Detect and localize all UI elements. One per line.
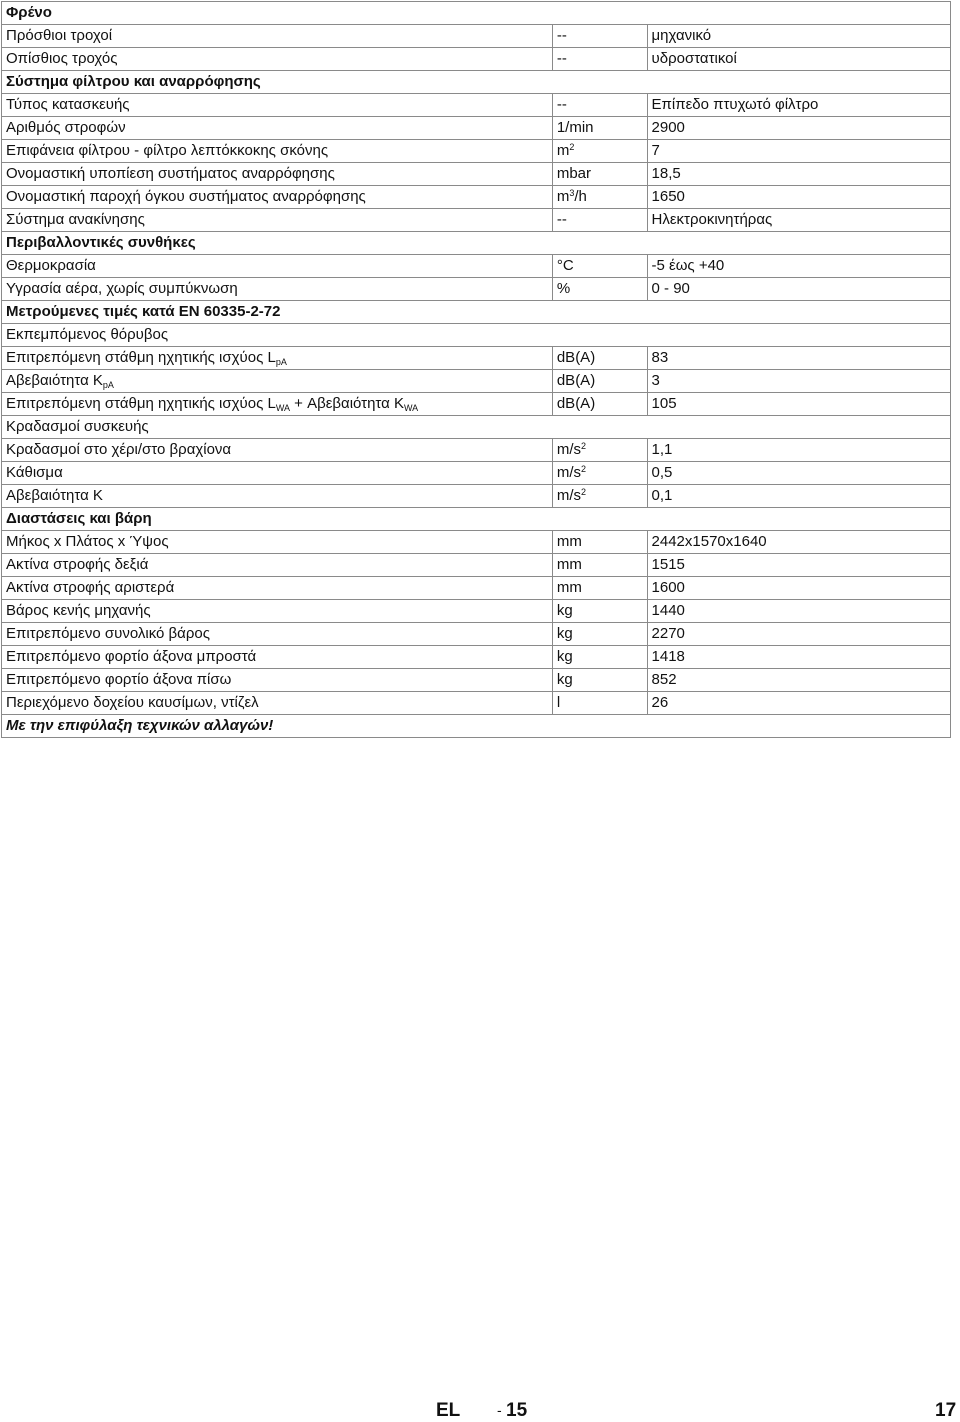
spec-value: 18,5: [651, 165, 681, 182]
spec-label: Ακτίνα στροφής δεξιά: [6, 556, 149, 573]
spec-unit: m: [556, 188, 570, 205]
spec-unit: mbar: [556, 165, 592, 182]
spec-label: Επιτρεπόμενη στάθμη ηχητικής ισχύος L: [6, 395, 276, 412]
spec-value-cell: [647, 163, 950, 186]
spec-value: 105: [651, 395, 677, 412]
subsection-heading-cell: [2, 324, 951, 347]
spec-unit: mm: [556, 533, 582, 550]
spec-label: Τύπος κατασκευής: [6, 96, 130, 113]
spec-value: 1440: [651, 602, 685, 619]
spec-value-cell: [647, 117, 950, 140]
spec-unit: kg: [556, 602, 573, 619]
spec-value-cell: [647, 25, 950, 48]
spec-label: Βάρος κενής μηχανής: [6, 602, 151, 619]
spec-unit: --: [556, 50, 567, 67]
spec-label-cell: [2, 278, 553, 301]
subsection-heading: Εκπεμπόμενος θόρυβος: [6, 326, 169, 343]
spec-label-cell: [2, 140, 553, 163]
spec-value: 0 - 90: [651, 280, 690, 297]
spec-value-cell: [647, 209, 950, 232]
spec-label-cell: [2, 163, 553, 186]
spec-label-cell: [2, 25, 553, 48]
spec-label: Αριθμός στροφών: [6, 119, 126, 136]
spec-value-cell: [647, 94, 950, 117]
section-heading-cell: [2, 2, 951, 25]
spec-unit-cell: [552, 577, 647, 600]
spec-unit-cell: [552, 140, 647, 163]
table-row: [2, 2, 951, 25]
spec-label-cell: [2, 370, 553, 393]
spec-unit: dB(A): [556, 372, 596, 389]
spec-unit-exponent: 2: [581, 441, 587, 451]
spec-label: Αβεβαιότητα K: [6, 372, 103, 389]
table-row: [2, 186, 951, 209]
spec-unit: dB(A): [556, 395, 596, 412]
spec-unit-cell: [552, 186, 647, 209]
spec-unit: 1/min: [556, 119, 594, 136]
section-heading: Σύστημα φίλτρου και αναρρόφησης: [6, 73, 261, 90]
spec-label: Επιφάνεια φίλτρου - φίλτρο λεπτόκκοκης σκόνης: [6, 142, 329, 159]
spec-value: μηχανικό: [651, 27, 712, 44]
spec-unit-cell: [552, 600, 647, 623]
spec-label-subscript: WA: [275, 403, 290, 413]
spec-value: Ηλεκτροκινητήρας: [651, 211, 773, 228]
spec-unit: m: [556, 142, 570, 159]
spec-unit-cell: [552, 370, 647, 393]
table-row: [2, 255, 951, 278]
spec-unit: kg: [556, 671, 573, 688]
spec-unit-cell: [552, 646, 647, 669]
spec-unit: m/s: [556, 441, 582, 458]
section-heading: Διαστάσεις και βάρη: [6, 510, 152, 527]
spec-value-cell: [647, 140, 950, 163]
spec-unit-suffix: /h: [574, 188, 587, 205]
spec-unit-cell: [552, 48, 647, 71]
spec-value: -5 έως +40: [651, 257, 725, 274]
spec-label-continuation: + Αβεβαιότητα K: [289, 395, 404, 412]
spec-value-cell: [647, 255, 950, 278]
spec-value: Επίπεδο πτυχωτό φίλτρο: [651, 96, 819, 113]
spec-label-cell: [2, 600, 553, 623]
table-row: [2, 71, 951, 94]
spec-unit: --: [556, 27, 567, 44]
spec-unit: --: [556, 96, 567, 113]
spec-unit-exponent: 3: [569, 188, 575, 198]
spec-unit-exponent: 2: [581, 464, 587, 474]
table-row: [2, 117, 951, 140]
spec-label-cell: [2, 669, 553, 692]
table-row: [2, 485, 951, 508]
spec-value-cell: [647, 485, 950, 508]
spec-value: 2900: [651, 119, 685, 136]
spec-unit-cell: [552, 462, 647, 485]
spec-label-cell: [2, 94, 553, 117]
spec-value-cell: [647, 347, 950, 370]
spec-unit-cell: [552, 439, 647, 462]
table-row: [2, 462, 951, 485]
table-row: [2, 554, 951, 577]
table-row: [2, 669, 951, 692]
technical-changes-note-cell: [2, 715, 951, 738]
spec-unit-cell: [552, 554, 647, 577]
spec-value-cell: [647, 462, 950, 485]
table-row: [2, 715, 951, 738]
spec-value: 7: [651, 142, 660, 159]
spec-unit: kg: [556, 625, 573, 642]
spec-value-cell: [647, 186, 950, 209]
table-row: [2, 209, 951, 232]
table-row: [2, 646, 951, 669]
spec-label-cell: [2, 554, 553, 577]
table-row: [2, 370, 951, 393]
spec-label-cell: [2, 462, 553, 485]
spec-label-cell: [2, 48, 553, 71]
table-row: [2, 232, 951, 255]
section-heading-cell: [2, 508, 951, 531]
spec-label: Πρόσθιοι τροχοί: [6, 27, 113, 44]
spec-unit-cell: [552, 347, 647, 370]
spec-unit-cell: [552, 278, 647, 301]
spec-label: Επιτρεπόμενη στάθμη ηχητικής ισχύος L: [6, 349, 276, 366]
spec-value: 1515: [651, 556, 685, 573]
section-heading: Περιβαλλοντικές συνθήκες: [6, 234, 196, 251]
section-heading-cell: [2, 301, 951, 324]
spec-unit-cell: [552, 94, 647, 117]
table-row: [2, 416, 951, 439]
spec-unit: kg: [556, 648, 573, 665]
footer-language-code: EL: [436, 1400, 461, 1421]
spec-unit-exponent: 2: [581, 487, 587, 497]
spec-label-cell: [2, 209, 553, 232]
spec-value-cell: [647, 623, 950, 646]
spec-unit-cell: [552, 25, 647, 48]
spec-value: 2270: [651, 625, 685, 642]
spec-label: Θερμοκρασία: [6, 257, 96, 274]
spec-label-cell: [2, 439, 553, 462]
spec-value-cell: [647, 48, 950, 71]
spec-label-cell: [2, 255, 553, 278]
spec-label: Επιτρεπόμενο φορτίο άξονα πίσω: [6, 671, 232, 688]
spec-value-cell: [647, 554, 950, 577]
table-row: [2, 692, 951, 715]
table-row: [2, 48, 951, 71]
table-row: [2, 140, 951, 163]
spec-unit-cell: [552, 669, 647, 692]
spec-value-cell: [647, 278, 950, 301]
table-row: [2, 278, 951, 301]
spec-label-cell: [2, 577, 553, 600]
spec-value: υδροστατικοί: [651, 50, 737, 67]
spec-label: Υγρασία αέρα, χωρίς συμπύκνωση: [6, 280, 238, 297]
table-row: [2, 600, 951, 623]
spec-unit: %: [556, 280, 571, 297]
spec-label-cell: [2, 393, 553, 416]
spec-value-cell: [647, 531, 950, 554]
spec-label-subscript: pA: [102, 380, 114, 390]
spec-label-cell: [2, 692, 553, 715]
spec-label-cell: [2, 117, 553, 140]
spec-label: Επιτρεπόμενο συνολικό βάρος: [6, 625, 210, 642]
spec-label-subscript: pA: [275, 357, 287, 367]
footer-total-pages: 17: [935, 1400, 957, 1421]
table-row: [2, 623, 951, 646]
spec-label-cell: [2, 485, 553, 508]
table-row: [2, 577, 951, 600]
spec-unit-cell: [552, 485, 647, 508]
spec-unit-cell: [552, 531, 647, 554]
spec-value-cell: [647, 370, 950, 393]
table-row: [2, 25, 951, 48]
spec-label: Κάθισμα: [6, 464, 63, 481]
spec-unit: l: [556, 694, 561, 711]
spec-value-cell: [647, 439, 950, 462]
spec-value: 3: [651, 372, 660, 389]
spec-label: Ονομαστική παροχή όγκου συστήματος αναρρόφησης: [6, 188, 366, 205]
spec-value: 83: [651, 349, 669, 366]
spec-value-cell: [647, 577, 950, 600]
spec-unit-cell: [552, 117, 647, 140]
spec-unit-cell: [552, 163, 647, 186]
spec-value-cell: [647, 393, 950, 416]
spec-label: Ακτίνα στροφής αριστερά: [6, 579, 175, 596]
table-row: [2, 301, 951, 324]
spec-unit-cell: [552, 209, 647, 232]
spec-unit-cell: [552, 623, 647, 646]
section-heading-cell: [2, 71, 951, 94]
spec-label: Επιτρεπόμενο φορτίο άξονα μπροστά: [6, 648, 257, 665]
spec-table-body: [2, 2, 951, 738]
spec-value: 852: [651, 671, 677, 688]
spec-unit: mm: [556, 556, 582, 573]
spec-unit-cell: [552, 692, 647, 715]
spec-value: 26: [651, 694, 669, 711]
spec-unit: mm: [556, 579, 582, 596]
section-heading: Μετρούμενες τιμές κατά EN 60335-2-72: [6, 303, 281, 320]
spec-unit-cell: [552, 255, 647, 278]
table-row: [2, 347, 951, 370]
table-row: [2, 393, 951, 416]
table-row: [2, 324, 951, 347]
subsection-heading-cell: [2, 416, 951, 439]
spec-value: 0,5: [651, 464, 673, 481]
spec-unit: --: [556, 211, 567, 228]
spec-unit-cell: [552, 393, 647, 416]
spec-unit: m/s: [556, 487, 582, 504]
spec-unit: dB(A): [556, 349, 596, 366]
spec-label: Περιεχόμενο δοχείου καυσίμων, ντίζελ: [6, 694, 259, 711]
spec-label-cell: [2, 646, 553, 669]
spec-unit-exponent: 2: [569, 142, 575, 152]
technical-changes-note: Με την επιφύλαξη τεχνικών αλλαγών!: [6, 717, 274, 734]
table-row: [2, 163, 951, 186]
spec-value-cell: [647, 692, 950, 715]
subsection-heading: Κραδασμοί συσκευής: [6, 418, 149, 435]
spec-label-cell: [2, 531, 553, 554]
spec-value-cell: [647, 646, 950, 669]
footer-dash: -: [497, 1402, 502, 1418]
spec-label: Κραδασμοί στο χέρι/στο βραχίονα: [6, 441, 232, 458]
spec-unit: m/s: [556, 464, 582, 481]
spec-label-subscript: WA: [404, 403, 419, 413]
section-heading-cell: [2, 232, 951, 255]
spec-label-cell: [2, 347, 553, 370]
spec-label: Αβεβαιότητα K: [6, 487, 103, 504]
footer-page-number: 15: [506, 1400, 528, 1421]
spec-value: 1650: [651, 188, 685, 205]
spec-unit: °C: [556, 257, 574, 274]
technical-specs-table: [1, 1, 951, 738]
table-row: [2, 508, 951, 531]
spec-value: 2442x1570x1640: [651, 533, 767, 550]
spec-label-cell: [2, 186, 553, 209]
spec-label: Ονομαστική υποπίεση συστήματος αναρρόφησης: [6, 165, 335, 182]
spec-value-cell: [647, 600, 950, 623]
section-heading: Φρένο: [6, 4, 52, 21]
spec-label-cell: [2, 623, 553, 646]
spec-value: 0,1: [651, 487, 673, 504]
spec-label: Σύστημα ανακίνησης: [6, 211, 145, 228]
spec-label: Οπίσθιος τροχός: [6, 50, 118, 67]
table-row: [2, 94, 951, 117]
spec-value: 1600: [651, 579, 685, 596]
table-row: [2, 531, 951, 554]
spec-value: 1,1: [651, 441, 673, 458]
spec-value: 1418: [651, 648, 685, 665]
spec-value-cell: [647, 669, 950, 692]
spec-label: Μήκος x Πλάτος x Ύψος: [6, 533, 169, 550]
table-row: [2, 439, 951, 462]
